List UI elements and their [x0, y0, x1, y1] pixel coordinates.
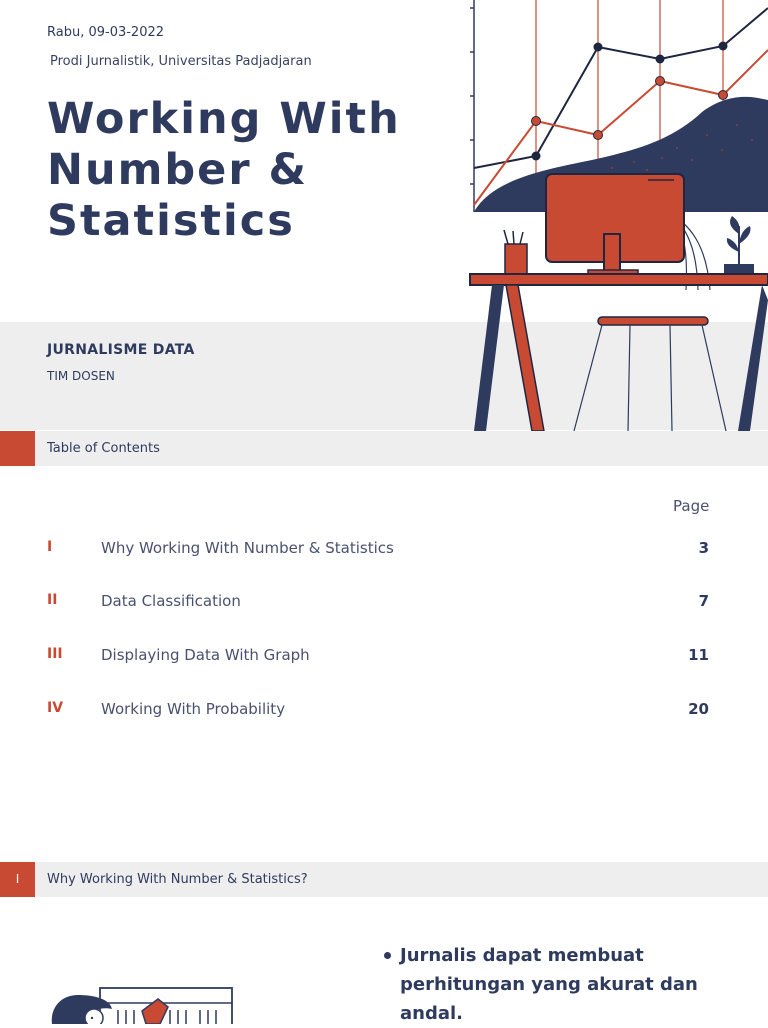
course-team: TIM DOSEN — [47, 369, 115, 383]
toc-item-title[interactable]: Displaying Data With Graph — [101, 646, 310, 664]
section-bullet-list — [380, 941, 710, 1028]
toc-item[interactable] — [0, 700, 768, 724]
course-name: JURNALISME DATA — [47, 342, 195, 358]
toc-item[interactable] — [0, 592, 768, 616]
bullet-item — [380, 941, 710, 1028]
document-date: Rabu, 09-03-2022 — [47, 25, 165, 40]
toc-item-title[interactable]: Data Classification — [101, 592, 241, 610]
toc-item-number: II — [47, 592, 58, 608]
toc-item-number: I — [47, 539, 53, 555]
toc-item-page: 11 — [688, 646, 709, 664]
document-title: Working With Number & Statistics — [47, 94, 401, 246]
toc-item-number: III — [47, 646, 63, 662]
section-heading: Why Working With Number & Statistics? — [47, 872, 308, 887]
toc-marker — [0, 431, 35, 466]
toc-item-number: IV — [47, 700, 64, 716]
institution-name: Prodi Jurnalistik, Universitas Padjadjaran — [50, 54, 312, 69]
bullet-text: Jurnalis dapat membuat perhitungan yang akurat dan andal. — [400, 945, 698, 1024]
section-header-bar — [0, 862, 768, 897]
toc-page-label: Page — [673, 497, 710, 515]
toc-heading: Table of Contents — [47, 441, 160, 456]
person-illustration — [50, 985, 240, 1024]
toc-item-page: 20 — [688, 700, 709, 718]
toc-item[interactable] — [0, 646, 768, 670]
toc-item-title[interactable]: Why Working With Number & Statistics — [101, 539, 394, 557]
desk-illustration — [462, 0, 768, 431]
toc-item-page: 3 — [698, 539, 709, 557]
section-number: I — [0, 862, 35, 897]
toc-item-title[interactable]: Working With Probability — [101, 700, 286, 718]
bullet-dot — [384, 952, 391, 959]
toc-item[interactable] — [0, 539, 768, 563]
toc-item-page: 7 — [698, 592, 709, 610]
toc-header-bar — [0, 431, 768, 466]
